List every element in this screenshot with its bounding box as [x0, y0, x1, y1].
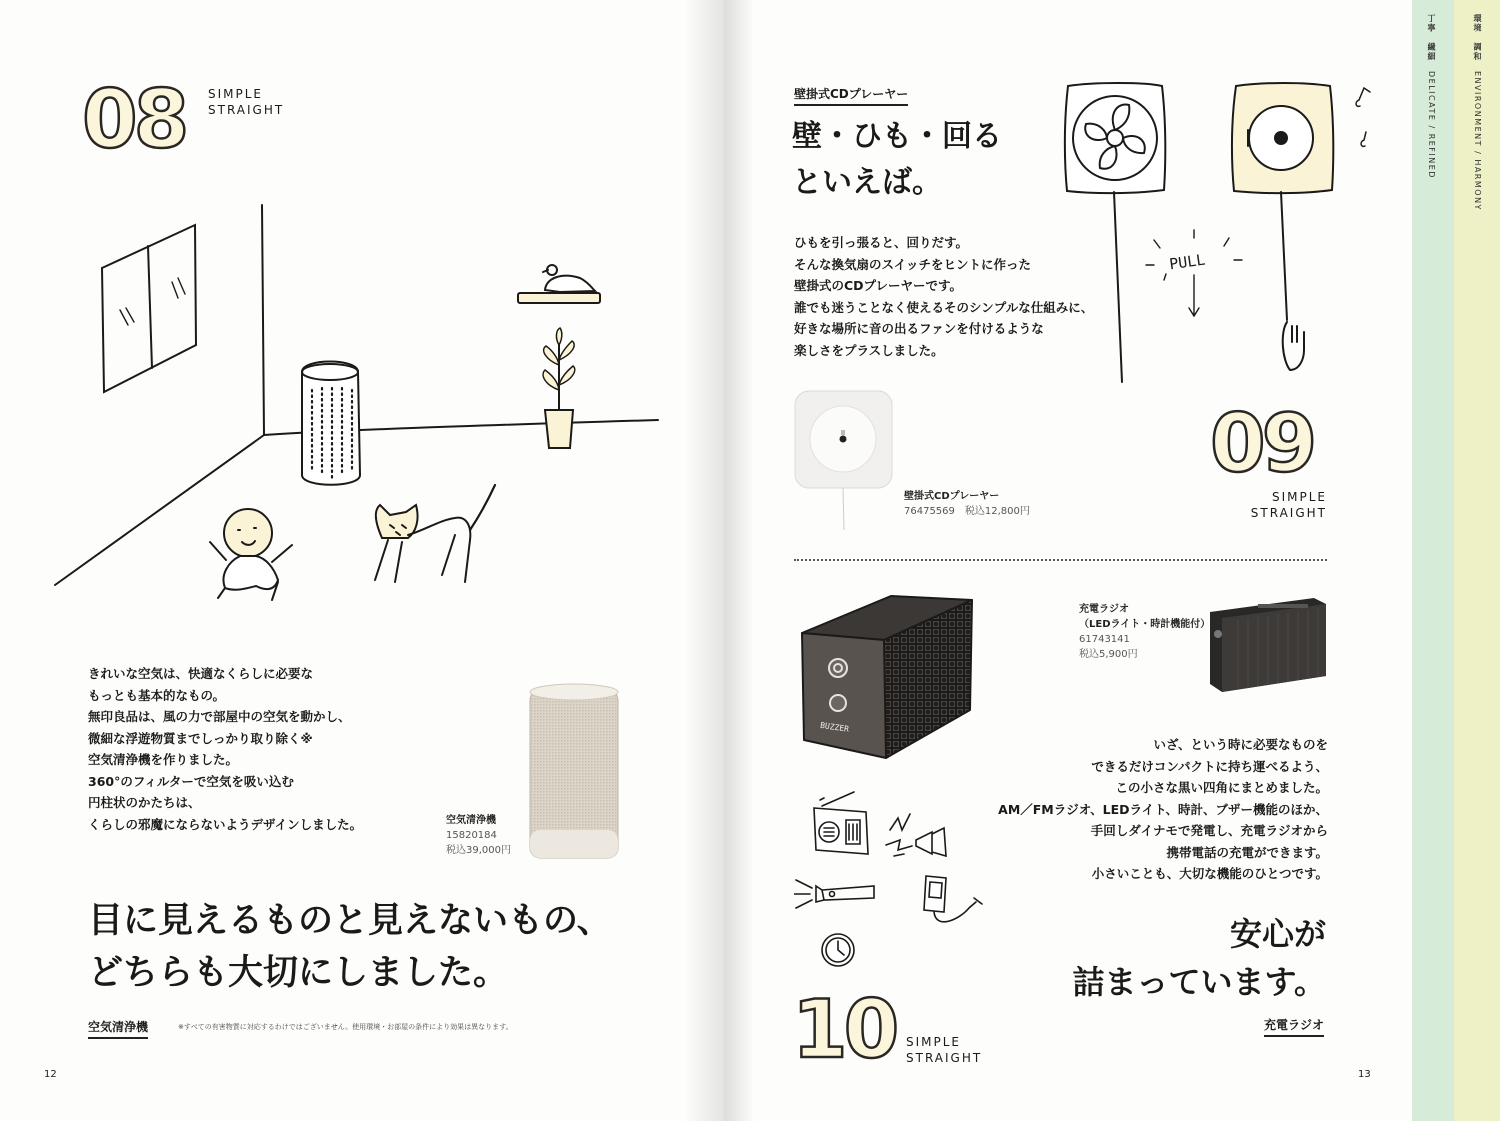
product-name: 充電ラジオ — [1079, 604, 1129, 615]
room-illustration — [40, 190, 680, 620]
wall-corner-line — [262, 205, 264, 435]
gutter-shadow — [684, 0, 724, 1121]
cd-body-text: ひもを引っ張ると、回りだす。 そんな換気扇のスイッチをヒントに作った 壁掛式のCDプレーヤーです。 誰でも迷うことなく使えるそのシンプルな仕組みに、 好きな場所に音の出るファンを付けるような 楽しさをプラスしました。 — [794, 235, 1094, 358]
simple-straight-label — [1247, 489, 1327, 521]
product-sub: （LEDライト・時計機能付） — [1079, 619, 1211, 630]
product-number: 15820184 — [446, 830, 497, 841]
air-purifier-product-info — [446, 813, 511, 858]
tab-en-label: DELICATE / REFINED — [1427, 71, 1436, 179]
cat-icon — [375, 485, 495, 582]
tab-jp-label: 環境 調和 — [1473, 14, 1482, 62]
air-purifier-product-photo — [528, 680, 620, 862]
tab-delicate-refined[interactable] — [1412, 0, 1454, 1121]
simple-line: SIMPLE — [1271, 490, 1327, 504]
simple-straight-label — [208, 86, 284, 118]
right-page — [724, 0, 1412, 1121]
radio-headline: 安心が 詰まっています。 — [1072, 915, 1326, 1001]
product-price: 税込12,800円 — [964, 506, 1030, 517]
simple-line: SIMPLE — [208, 87, 264, 101]
straight-line: STRAIGHT — [1250, 506, 1327, 520]
baby-icon — [210, 509, 292, 600]
window-icon — [102, 225, 196, 392]
pull-text: PULL — [1168, 250, 1207, 274]
product-name: 壁掛式CDプレーヤー — [904, 491, 1000, 502]
shelf-bird-icon — [518, 265, 600, 303]
product-number: 76475569 — [904, 506, 955, 517]
cd-product-info — [904, 489, 1030, 519]
left-headline: 目に見えるものと見えないもの、 どちらも大切にしました。 — [88, 901, 612, 993]
accessory-icons — [794, 790, 994, 980]
cd-player-product-photo — [794, 390, 894, 532]
pull-sign — [1146, 230, 1242, 316]
radio-product-photo — [1208, 596, 1330, 696]
flashlight-icon — [794, 880, 874, 908]
tab-environment-harmony[interactable] — [1454, 0, 1500, 1121]
straight-line: STRAIGHT — [208, 103, 285, 117]
page-number-12: 12 — [44, 1069, 57, 1080]
section-number-08: 08 — [82, 73, 186, 166]
tab-jp-label: 丁寧 繊細 — [1427, 14, 1436, 62]
cd-headline: 壁・ひも・回る といえば。 — [792, 119, 1002, 200]
tab-environment-label — [1472, 14, 1483, 211]
product-number-price — [904, 504, 1030, 519]
buzzer-sound-icon — [886, 814, 946, 856]
left-page — [0, 0, 724, 1121]
product-name: 空気清浄機 — [446, 815, 496, 826]
left-footnote: ※すべての有害物質に対応するわけではございません。使用環境・お部屋の条件により効果は異なります。 — [178, 1023, 513, 1031]
left-category-label: 空気清浄機 — [88, 1018, 148, 1039]
tab-en-label: ENVIRONMENT / HARMONY — [1473, 71, 1482, 211]
straight-line: STRAIGHT — [906, 1051, 983, 1065]
radio-product-info — [1079, 602, 1210, 662]
buzzer-text: BUZZER — [819, 720, 850, 734]
section-number-09: 09 — [1210, 397, 1314, 490]
fan-cd-illustration — [1054, 70, 1394, 400]
radio-category-label: 充電ラジオ — [1264, 1016, 1324, 1037]
mobile-phone-icon — [924, 876, 982, 922]
tab-delicate-label — [1426, 14, 1437, 179]
product-number: 61743141 — [1079, 634, 1130, 645]
ventilation-fan-icon — [1065, 83, 1165, 382]
simple-straight-label — [906, 1034, 982, 1066]
product-price: 税込39,000円 — [446, 845, 511, 856]
radio-icon — [814, 792, 868, 854]
gutter-shadow — [724, 0, 754, 1121]
radio-illustration — [796, 588, 986, 766]
product-price: 税込5,900円 — [1079, 649, 1138, 660]
music-note-icon — [1356, 88, 1370, 146]
cd-category-label: 壁掛式CDプレーヤー — [794, 85, 908, 106]
page-number-13: 13 — [1358, 1069, 1371, 1080]
radio-body-text: いざ、という時に必要なものを できるだけコンパクトに持ち運べるよう、 この小さな黒い四角にまとめました。 AM／FMラジオ、LEDライト、時計、ブザー機能のほか、 手回しダイナモで発電し、充電ラジオから 携帯電話の充電ができます。 小さいことも、大切な機能のひとつです。 — [998, 737, 1328, 881]
dotted-divider — [794, 559, 1327, 561]
plant-icon — [543, 328, 575, 448]
section-number-10: 10 — [792, 983, 896, 1076]
simple-line: SIMPLE — [906, 1035, 962, 1049]
cd-player-wall-icon — [1232, 83, 1333, 370]
air-purifier-body-text: きれいな空気は、快適なくらしに必要な もっとも基本的なもの。 無印良品は、風の力で部屋中の空気を動かし、 微細な浮遊物質までしっかり取り除く※ 空気清浄機を作りました。 360°のフィルターで空気を吸い込む 円柱状のかたちは、 くらしの邪魔にならないようデザインしました。 — [88, 666, 363, 832]
clock-icon — [822, 934, 854, 966]
air-purifier-drawing — [302, 362, 360, 485]
